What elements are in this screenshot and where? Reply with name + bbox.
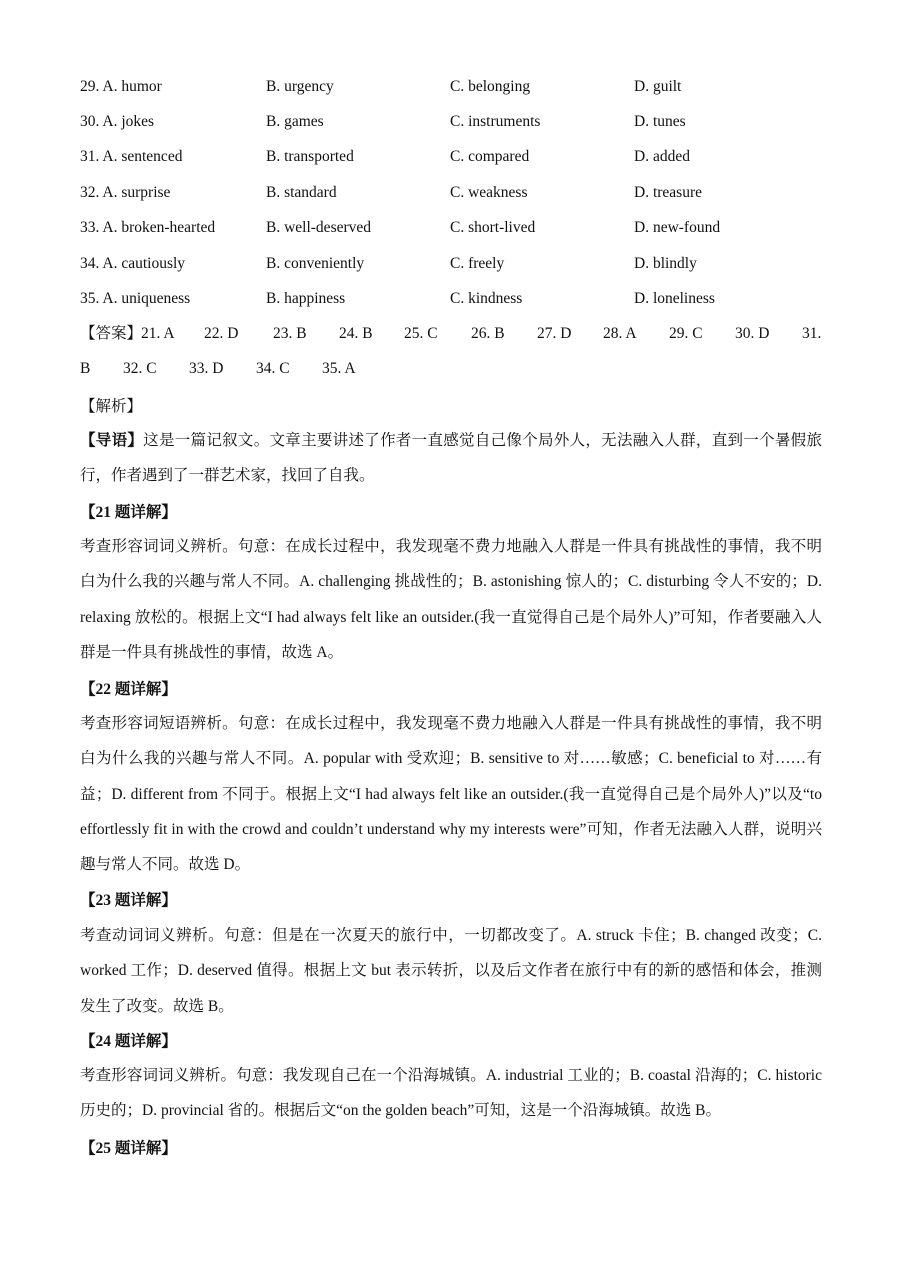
intro-paragraph	[80, 423, 822, 494]
option-b: B. well-deserved	[266, 219, 372, 236]
option-c: C. compared	[450, 148, 530, 165]
answer-item: 30. D	[735, 325, 770, 342]
answer-key-line-2	[80, 356, 840, 382]
option-d: D. guilt	[634, 78, 682, 95]
answer-item: 28. A	[603, 325, 637, 342]
section-heading: 【24 题详解】	[80, 1033, 177, 1050]
answer-item: 32. C	[123, 360, 157, 377]
option-a: 30. A. jokes	[80, 113, 155, 130]
option-d: D. added	[634, 148, 690, 165]
option-a: 33. A. broken-hearted	[80, 219, 216, 236]
intro-text: 这是一篇记叙文。文章主要讲述了作者一直感觉自己像个局外人，无法融入人群，直到一个暑假旅行，作者遇到了一群艺术家，找回了自我。	[80, 432, 822, 485]
answer-item: 34. C	[256, 360, 290, 377]
option-row	[0, 181, 900, 205]
section-heading: 【21 题详解】	[80, 504, 177, 521]
analysis-heading: 【解析】	[80, 398, 143, 415]
answer-item: 29. C	[669, 325, 703, 342]
answer-item: 35. A	[322, 360, 356, 377]
option-row	[0, 287, 900, 311]
option-d: D. blindly	[634, 255, 697, 272]
option-b: B. standard	[266, 184, 337, 201]
option-c: C. weakness	[450, 184, 528, 201]
section-body: 考查动词词义辨析。句意：但是在一次夏天的旅行中，一切都改变了。A. struck 卡住；B. changed 改变；C. worked 工作；D. deserved 值得。根据上文 but 表示转折，以及后文作者在旅行中有的新的感悟和体会，推测发生了改变。故选 B。	[80, 927, 822, 1015]
answer-item: 25. C	[404, 325, 438, 342]
option-row	[0, 110, 900, 134]
answer-item: 24. B	[339, 325, 373, 342]
option-row	[0, 216, 900, 240]
answer-item: 23. B	[273, 325, 307, 342]
option-c: C. short-lived	[450, 219, 536, 236]
option-c: C. kindness	[450, 290, 523, 307]
intro-label: 【导语】	[80, 432, 144, 449]
answer-item: 31.	[802, 325, 822, 342]
option-b: B. conveniently	[266, 255, 365, 272]
option-c: C. freely	[450, 255, 505, 272]
option-row	[0, 252, 900, 276]
option-a: 29. A. humor	[80, 78, 162, 95]
option-c: C. instruments	[450, 113, 541, 130]
section-body: 考查形容词词义辨析。句意：我发现自己在一个沿海城镇。A. industrial 工业的；B. coastal 沿海的；C. historic 历史的；D. provincial 省的。根据后文“on the golden beach”可知，这是一个沿海城镇。故选 B。	[80, 1067, 822, 1120]
option-a: 34. A. cautiously	[80, 255, 186, 272]
answer-item: 27. D	[537, 325, 572, 342]
section-body: 考查形容词词义辨析。句意：在成长过程中，我发现毫不费力地融入人群是一件具有挑战性的事情，我不明白为什么我的兴趣与常人不同。A. challenging 挑战性的；B. astonishing 惊人的；C. disturbing 令人不安的；D. relaxing 放松的。根据上文“I had always felt like an outsider.(我一直觉得自己是个局外人)”可知，作者要融入人群是一件具有挑战性的事情，故选 A。	[80, 538, 822, 661]
answer-item: 22. D	[204, 325, 239, 342]
section-heading: 【22 题详解】	[80, 681, 177, 698]
option-row	[0, 145, 900, 169]
section-body: 考查形容词短语辨析。句意：在成长过程中，我发现毫不费力地融入人群是一件具有挑战性的事情，我不明白为什么我的兴趣与常人不同。A. popular with 受欢迎；B. sensitive to 对……敏感；C. beneficial to 对……有益；D. different from 不同于。根据上文“I had always felt like an outsider.(我一直觉得自己是个局外人)”以及“to effortlessly fit in with the crowd and couldn’t understand why my interests were”可知，作者无法融入人群，说明兴趣与常人不同。故选 D。	[80, 715, 822, 874]
option-b: B. games	[266, 113, 324, 130]
option-d: D. tunes	[634, 113, 686, 130]
section-heading: 【23 题详解】	[80, 892, 177, 909]
option-a: 35. A. uniqueness	[80, 290, 191, 307]
option-d: D. treasure	[634, 184, 702, 201]
answer-key-line-1	[80, 321, 840, 347]
answer-item: 21. A	[141, 325, 175, 342]
answer-item: B	[80, 360, 91, 377]
option-b: B. urgency	[266, 78, 334, 95]
option-b: B. happiness	[266, 290, 346, 307]
option-row	[0, 75, 900, 99]
answer-label: 【答案】	[80, 325, 143, 342]
option-d: D. loneliness	[634, 290, 715, 307]
option-a: 32. A. surprise	[80, 184, 171, 201]
section-heading: 【25 题详解】	[80, 1140, 177, 1157]
option-d: D. new-found	[634, 219, 721, 236]
option-b: B. transported	[266, 148, 354, 165]
answer-item: 26. B	[471, 325, 505, 342]
option-c: C. belonging	[450, 78, 531, 95]
option-a: 31. A. sentenced	[80, 148, 183, 165]
answer-item: 33. D	[189, 360, 224, 377]
